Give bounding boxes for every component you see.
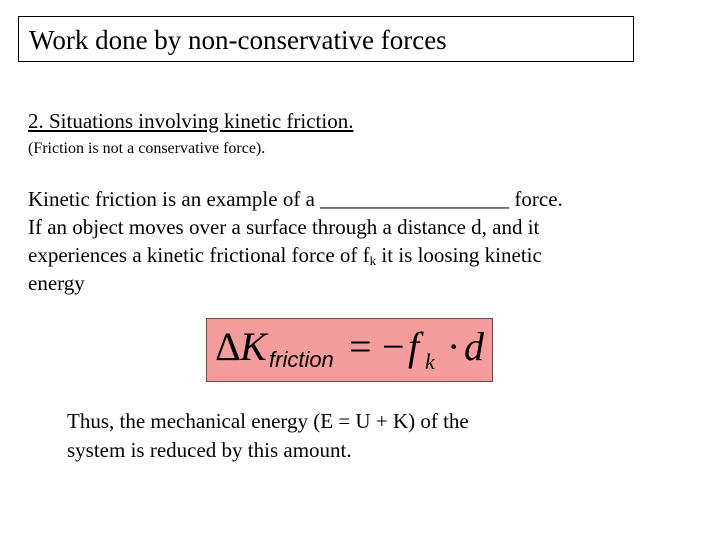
slide-title: Work done by non-conservative forces	[18, 16, 634, 62]
conclusion-line-2: system is reduced by this amount.	[67, 438, 352, 462]
body-text: force.	[509, 187, 563, 211]
eq-equals: =	[349, 324, 372, 369]
fill-in-blank: __________________	[320, 187, 510, 211]
eq-force: f	[408, 324, 420, 369]
eq-force-subscript: k	[425, 349, 435, 374]
body-text: it is loosing kinetic	[376, 243, 542, 267]
section-note: (Friction is not a conservative force).	[28, 140, 266, 157]
conclusion-line-1: Thus, the mechanical energy (E = U + K) of the	[67, 409, 469, 433]
body-text: Kinetic friction is an example of a	[28, 187, 321, 211]
eq-delta-symbol: Δ	[215, 324, 241, 369]
body-line-4: energy	[28, 271, 85, 295]
eq-kinetic-energy: K	[240, 324, 267, 369]
subscript-k: k	[369, 253, 377, 268]
conclusion-text	[67, 407, 587, 465]
eq-distance: d	[464, 324, 484, 369]
section-heading: 2. Situations involving kinetic friction.	[28, 109, 354, 133]
equation-box	[206, 318, 493, 382]
body-text: experiences a kinetic frictional force of f	[28, 243, 370, 267]
body-line-3	[28, 241, 688, 269]
body-paragraph	[28, 185, 688, 297]
eq-friction-subscript: friction	[269, 347, 334, 372]
eq-dot-operator: ·	[447, 324, 461, 369]
body-line-1	[28, 185, 688, 213]
eq-minus: −	[382, 324, 405, 369]
body-line-2: If an object moves over a surface through a distance d, and it	[28, 215, 540, 239]
